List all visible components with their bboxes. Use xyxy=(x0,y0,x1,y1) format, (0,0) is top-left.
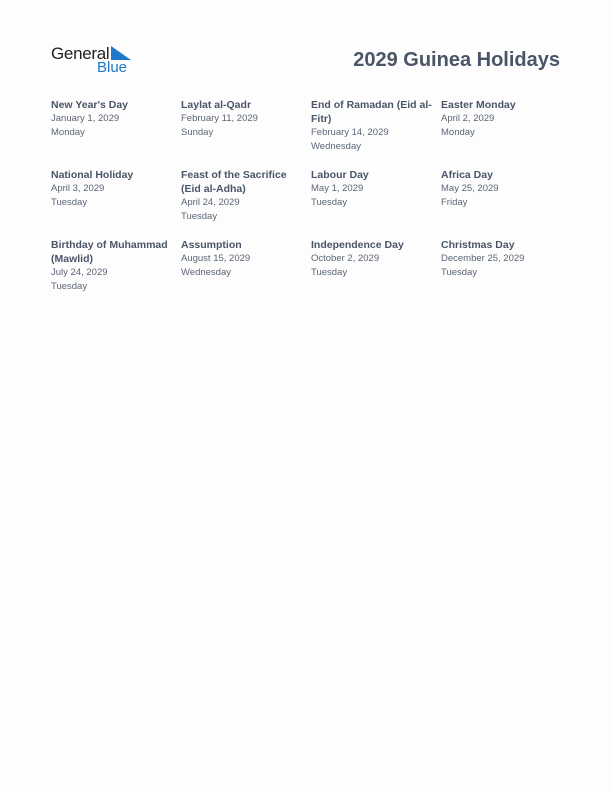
generalblue-logo xyxy=(51,44,133,78)
holiday-date: May 25, 2029 xyxy=(441,183,499,194)
holiday-date: February 14, 2029 xyxy=(311,127,389,138)
holiday-weekday: Monday xyxy=(441,127,475,138)
holiday-date: December 25, 2029 xyxy=(441,253,525,264)
holiday-grid xyxy=(51,98,571,294)
holiday-weekday: Monday xyxy=(51,127,85,138)
holiday-date: May 1, 2029 xyxy=(311,183,364,194)
holiday-date: April 3, 2029 xyxy=(51,183,105,194)
holiday-weekday: Tuesday xyxy=(311,267,348,278)
holiday-weekday: Tuesday xyxy=(51,281,88,292)
holiday-name: Birthday of Muhammad (Mawlid) xyxy=(51,239,168,265)
holiday-date: January 1, 2029 xyxy=(51,113,120,124)
holiday-name: National Holiday xyxy=(51,169,134,181)
holiday-name: Laylat al-Qadr xyxy=(181,99,252,111)
holiday-item xyxy=(441,168,565,224)
holiday-weekday: Friday xyxy=(441,197,468,208)
holiday-date: July 24, 2029 xyxy=(51,267,108,278)
holiday-weekday: Tuesday xyxy=(51,197,88,208)
holiday-weekday: Sunday xyxy=(181,127,214,138)
holiday-item xyxy=(51,98,175,154)
holiday-name: End of Ramadan (Eid al-Fitr) xyxy=(311,99,432,125)
holiday-date: February 11, 2029 xyxy=(181,113,258,124)
holiday-name: Assumption xyxy=(181,239,242,251)
holiday-weekday: Tuesday xyxy=(181,211,218,222)
holiday-name: Feast of the Sacrifice (Eid al-Adha) xyxy=(181,169,287,195)
holiday-item xyxy=(181,168,305,224)
holiday-name: Christmas Day xyxy=(441,239,515,251)
holiday-name: Labour Day xyxy=(311,169,369,181)
logo-blue-text: Blue xyxy=(97,59,128,76)
holiday-date: October 2, 2029 xyxy=(311,253,380,264)
holiday-item xyxy=(51,168,175,224)
holiday-item xyxy=(181,98,305,154)
holiday-name: Africa Day xyxy=(441,169,493,181)
logo-triangle-icon xyxy=(111,46,131,60)
page-title: 2029 Guinea Holidays xyxy=(353,49,560,71)
holiday-name: New Year's Day xyxy=(51,99,129,111)
holiday-item xyxy=(441,238,565,294)
holiday-weekday: Tuesday xyxy=(441,267,478,278)
holiday-item xyxy=(441,98,565,154)
holiday-date: August 15, 2029 xyxy=(181,253,251,264)
holiday-name: Independence Day xyxy=(311,239,404,251)
holiday-date: April 2, 2029 xyxy=(441,113,495,124)
holiday-weekday: Wednesday xyxy=(181,267,231,278)
holiday-item xyxy=(311,238,435,294)
logo-general-text: General xyxy=(51,44,110,63)
holiday-item xyxy=(311,98,435,154)
holiday-item xyxy=(311,168,435,224)
holiday-weekday: Wednesday xyxy=(311,141,361,152)
holiday-name: Easter Monday xyxy=(441,99,516,111)
holiday-item xyxy=(181,238,305,294)
holiday-date: April 24, 2029 xyxy=(181,197,240,208)
holiday-weekday: Tuesday xyxy=(311,197,348,208)
holiday-item xyxy=(51,238,175,294)
